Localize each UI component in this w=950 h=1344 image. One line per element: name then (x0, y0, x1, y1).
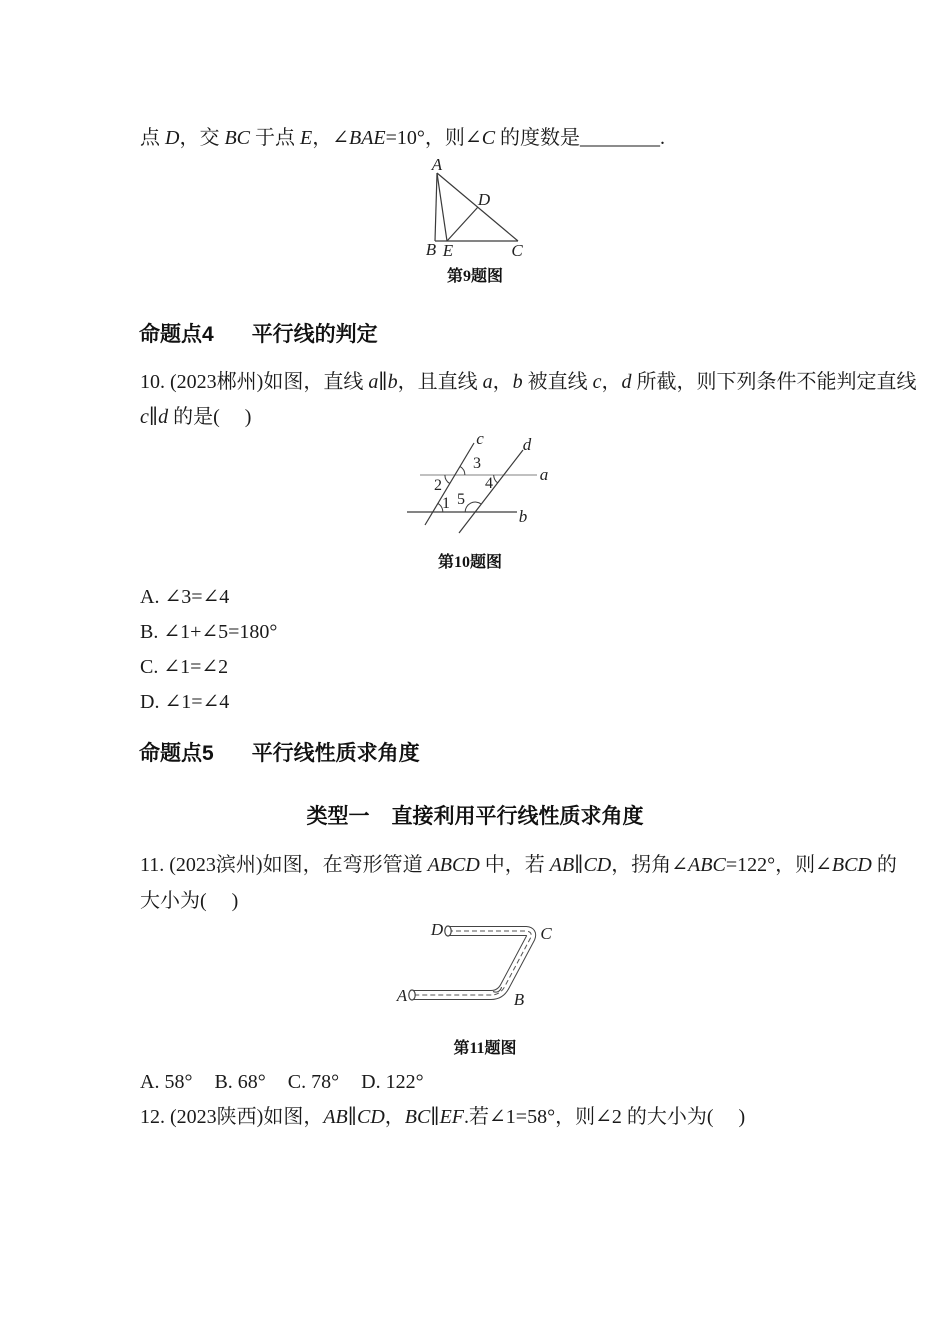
pipe-label-C: C (540, 924, 552, 943)
vertex-label-E: E (442, 241, 454, 260)
q11-options-row (140, 1070, 424, 1094)
segment-AB (435, 173, 437, 241)
q10-option-d: D. ∠1=∠4 (140, 691, 230, 713)
question9-text: 点 D，交 BC 于点 E，∠BAE=10°，则∠C 的度数是________. (140, 127, 666, 149)
question10-text-line2: c∥d 的是( ) (140, 406, 252, 428)
figure-10-drawing (400, 435, 565, 547)
segment-ED (447, 207, 478, 241)
type-title: 直接利用平行线性质求角度 (391, 805, 644, 828)
figure-10-caption: 第10题图 (437, 554, 502, 571)
figure-9-caption: 第9题图 (446, 268, 503, 285)
line-label-a: a (539, 465, 549, 484)
section-heading-4 (139, 318, 378, 348)
section-number: 命题点5 (139, 742, 214, 765)
type-number: 类型一 (306, 805, 370, 828)
pipe-opening-A (409, 990, 415, 1000)
vertex-label-B: B (425, 240, 437, 259)
question10-text-line1: 10. (2023郴州)如图，直线 a∥b，且直线 a，b 被直线 c，d 所截，则下列条件不能判定直线 (140, 371, 917, 393)
section-title: 平行线性质求角度 (251, 742, 420, 765)
figure-9-triangle (400, 155, 550, 263)
pipe-opening-D (445, 926, 451, 936)
section-number: 命题点4 (139, 323, 214, 346)
point-label-D: D (477, 190, 491, 209)
line-label-b: b (518, 507, 528, 526)
question12-text: 12. (2023陕西)如图，AB∥CD，BC∥EF.若∠1=58°，则∠2 的大小为( ) (140, 1106, 746, 1128)
figure-9-drawing (400, 158, 550, 263)
pipe-label-D: D (430, 920, 444, 939)
q11-option-d: D. 122° (361, 1071, 424, 1093)
figure-10-parallel-lines (400, 429, 565, 547)
angle-3-arc (460, 466, 465, 475)
q10-option-c: C. ∠1=∠2 (140, 656, 229, 678)
segment-AE (437, 173, 447, 241)
line-label-c: c (476, 429, 484, 448)
q11-option-a: A. 58° (140, 1071, 193, 1093)
angle-2-arc (445, 475, 450, 484)
figure-11-pipe (390, 915, 570, 1015)
pipe-label-A: A (396, 986, 408, 1005)
section-heading-5 (139, 737, 420, 767)
angle-label-1: 1 (442, 495, 450, 512)
q10-option-b: B. ∠1+∠5=180° (140, 621, 278, 643)
angle-4-arc (494, 475, 498, 483)
question11-text-line2: 大小为( ) (140, 890, 239, 912)
q11-option-b: B. 68° (214, 1071, 266, 1093)
angle-label-4: 4 (485, 475, 493, 492)
angle-label-2: 2 (434, 477, 442, 494)
type-1-subheading (0, 800, 950, 830)
question11-text-line1: 11. (2023滨州)如图，在弯形管道 ABCD 中，若 AB∥CD，拐角∠ABC=122°，则∠BCD 的 (140, 854, 897, 876)
section-title: 平行线的判定 (251, 323, 378, 346)
figure-11-caption: 第11题图 (453, 1040, 517, 1057)
line-label-d: d (522, 435, 532, 454)
angle-label-5: 5 (457, 491, 465, 508)
pipe-label-B: B (513, 990, 525, 1009)
pipe-body (412, 931, 531, 995)
angle-label-3: 3 (473, 455, 481, 472)
vertex-label-A: A (431, 155, 443, 174)
q10-option-a: A. ∠3=∠4 (140, 586, 230, 608)
vertex-label-C: C (511, 241, 523, 260)
q11-option-c: C. 78° (287, 1071, 340, 1093)
